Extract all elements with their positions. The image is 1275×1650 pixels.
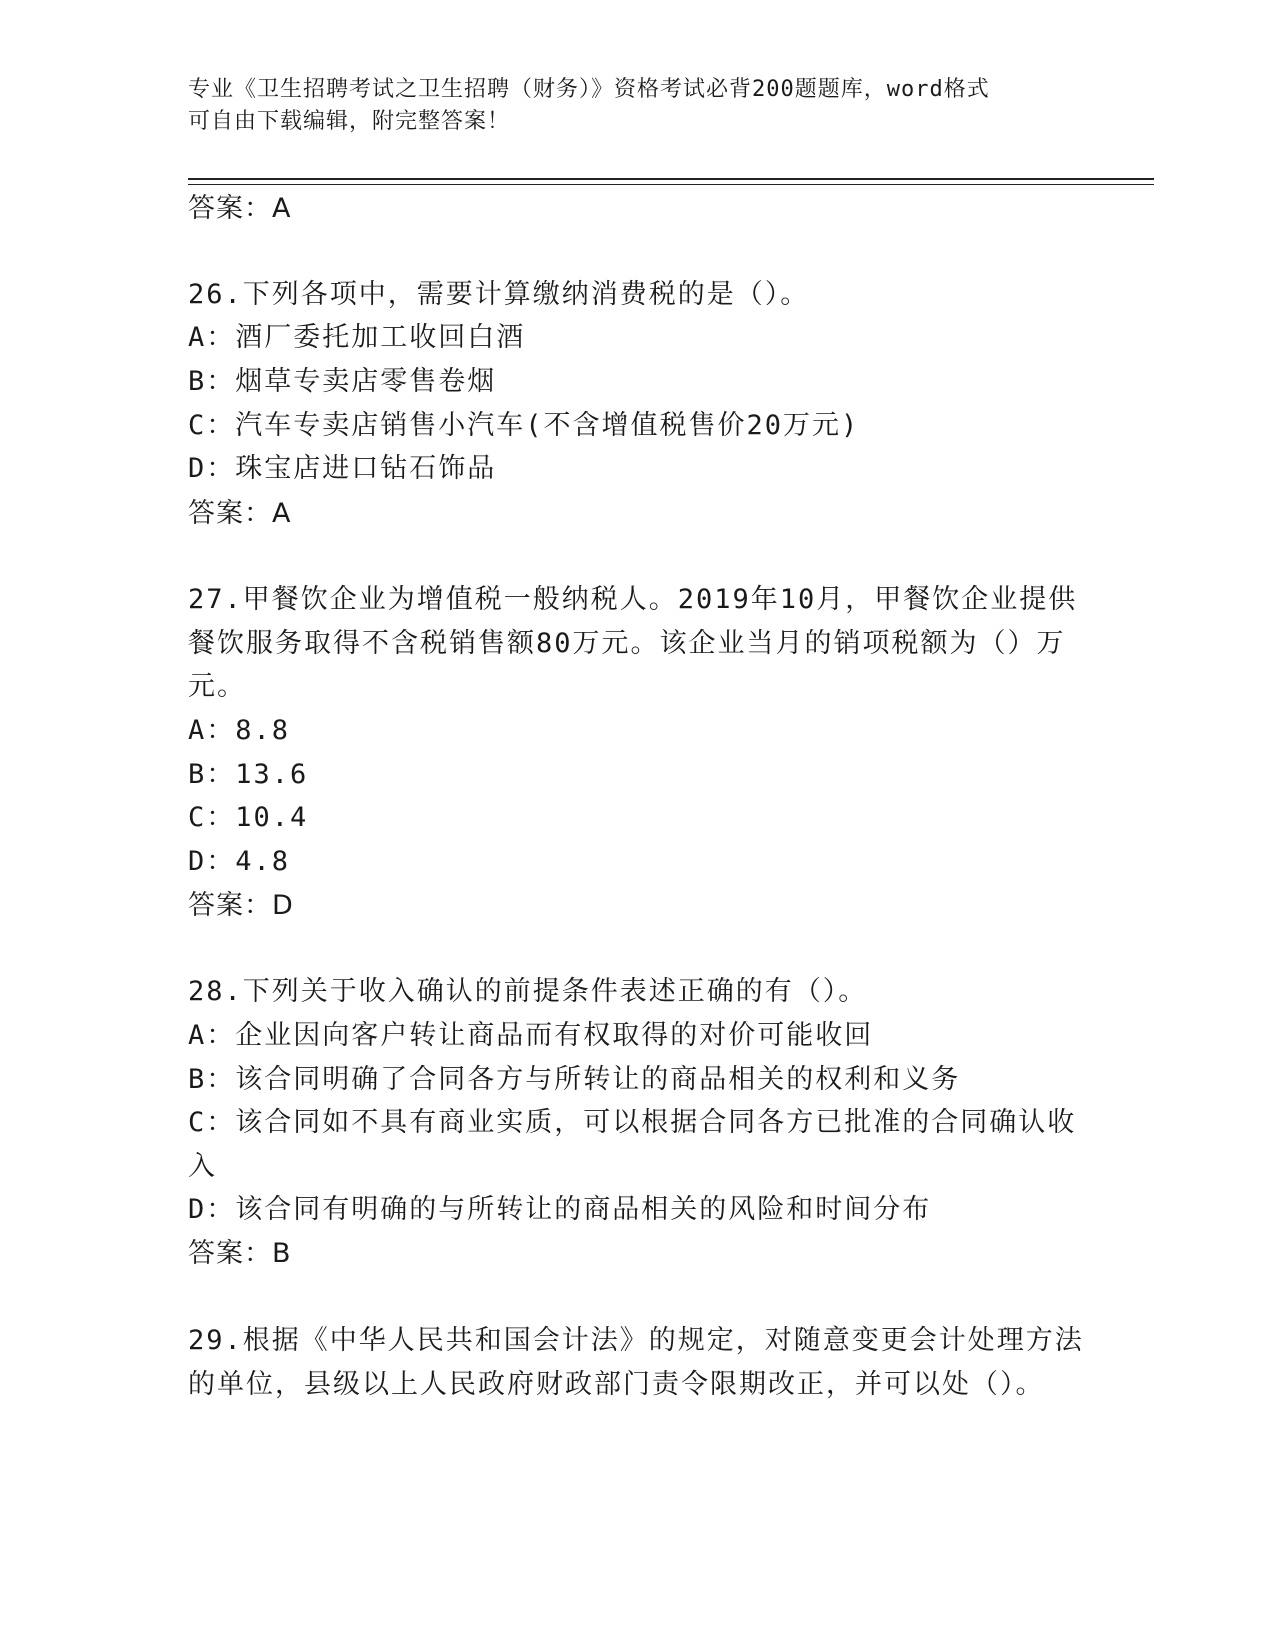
question-stem: 26.下列各项中，需要计算缴纳消费税的是（）。 [188, 279, 810, 310]
option-c-line-1: C：该合同如不具有商业实质，可以根据合同各方已批准的合同确认收 [188, 1107, 1077, 1138]
answer: 答案：D [188, 890, 294, 921]
header-divider-thick [188, 178, 1154, 180]
question-stem-line-1: 29.根据《中华人民共和国会计法》的规定，对随意变更会计处理方法 [188, 1325, 1084, 1356]
option-c: C：10.4 [188, 802, 309, 833]
header-line-2: 可自由下载编辑，附完整答案！ [188, 109, 511, 134]
option-d: D：4.8 [188, 846, 291, 877]
option-a: A：8.8 [188, 715, 291, 746]
option-c-line-2: 入 [188, 1151, 217, 1182]
question-stem-line-3: 元。 [188, 671, 246, 702]
option-a: A：企业因向客户转让商品而有权取得的对价可能收回 [188, 1020, 874, 1051]
question-stem-line-2: 餐饮服务取得不含税销售额80万元。该企业当月的销项税额为（）万 [188, 628, 1066, 659]
answer: 答案：A [188, 498, 292, 529]
header-divider-thin [188, 184, 1154, 185]
option-c: C：汽车专卖店销售小汽车(不含增值税售价20万元) [188, 410, 860, 441]
question-stem-line-1: 27.甲餐饮企业为增值税一般纳税人。2019年10月，甲餐饮企业提供 [188, 584, 1078, 615]
option-b: B：13.6 [188, 759, 309, 790]
answer: 答案：B [188, 1238, 292, 1269]
option-b: B：该合同明确了合同各方与所转让的商品相关的权利和义务 [188, 1064, 961, 1095]
question-stem-line-2: 的单位，县级以上人民政府财政部门责令限期改正，并可以处（）。 [188, 1369, 1045, 1400]
prev-answer: 答案：A [188, 193, 292, 224]
option-d: D：该合同有明确的与所转让的商品相关的风险和时间分布 [188, 1194, 932, 1225]
header-title [188, 74, 1088, 138]
option-d: D：珠宝店进口钻石饰品 [188, 453, 497, 484]
option-b: B：烟草专卖店零售卷烟 [188, 366, 497, 397]
option-a: A：酒厂委托加工收回白酒 [188, 322, 526, 353]
header-line-1: 专业《卫生招聘考试之卫生招聘（财务）》资格考试必背200题题库，word格式 [188, 77, 990, 102]
question-stem: 28.下列关于收入确认的前提条件表述正确的有（）。 [188, 976, 868, 1007]
